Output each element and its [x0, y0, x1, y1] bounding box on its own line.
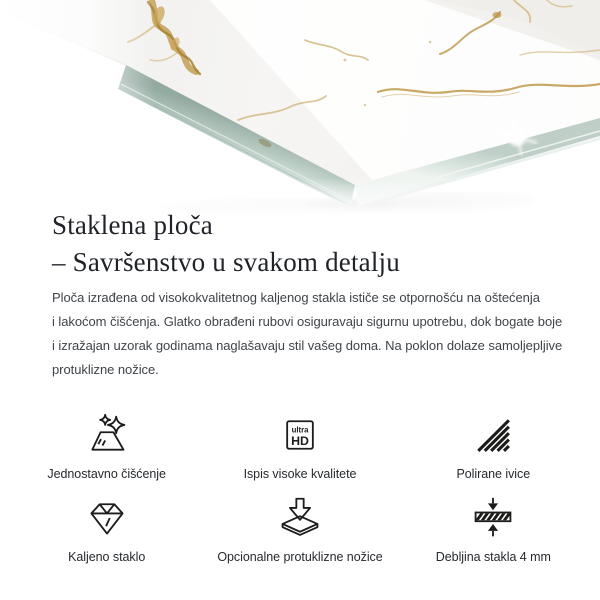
polished-edges-icon [471, 412, 515, 458]
description-line: i lakoćom čišćenja. Glatko obrađeni rubovi osiguravaju sigurnu upotrebu, dok bogate boje [52, 314, 563, 329]
description-line: protuklizne nožice. [52, 362, 159, 377]
feature-item-print-quality [203, 412, 396, 481]
product-photo [0, 0, 600, 218]
feature-label: Polirane ivice [456, 467, 531, 481]
svg-text:HD: HD [291, 434, 309, 449]
feature-item-glass-thickness [397, 495, 590, 564]
title-line-1: Staklena ploča [52, 210, 213, 240]
feature-item-polished-edges [397, 412, 590, 481]
feature-item-anti-slip-feet [203, 495, 396, 564]
features-grid [10, 412, 590, 564]
product-description [52, 286, 592, 382]
sparkle-clean-icon [85, 412, 129, 458]
description-line: Ploča izrađena od visokokvalitetnog kaljenog stakla ističe se otpornošću na oštećenja [52, 290, 540, 305]
diamond-icon [85, 495, 129, 541]
description-line: i izražajan uzorak godinama naglašavaju stil vašeg doma. Na poklon dolaze samoljepljive [52, 338, 563, 353]
feature-item-easy-cleaning [10, 412, 203, 481]
svg-text:ultra: ultra [291, 425, 309, 435]
feature-item-tempered-glass [10, 495, 203, 564]
glass-thickness-icon [471, 495, 515, 541]
title-line-2: – Savršenstvo u svakom detalju [52, 247, 400, 277]
ultra-hd-icon [278, 412, 322, 458]
glass-panel-image [0, 0, 600, 218]
feature-label: Ispis visoke kvalitete [243, 467, 357, 481]
feature-label: Kaljeno staklo [68, 550, 146, 564]
feature-label: Jednostavno čišćenje [47, 467, 166, 481]
feature-label: Debljina stakla 4 mm [435, 550, 551, 564]
page-title [52, 207, 400, 281]
anti-slip-feet-icon [278, 495, 322, 541]
feature-label: Opcionalne protuklizne nožice [217, 550, 383, 564]
